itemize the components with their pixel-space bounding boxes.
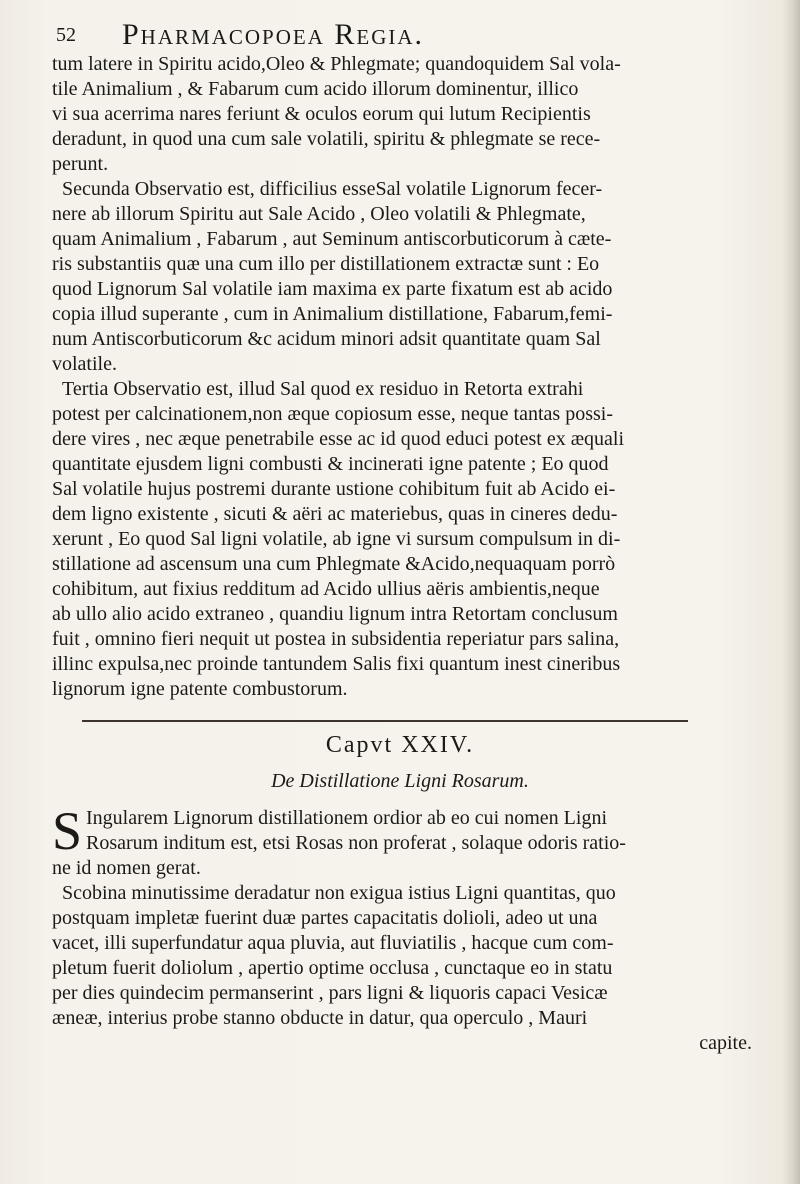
text-line: perunt. [52,153,109,175]
text-line: deradunt, in quod una cum sale volatili, spiritu & phlegmate se rece- [52,128,601,150]
text-line: ne id nomen gerat. [52,857,201,879]
text-line: capite. [699,1032,752,1054]
text-line: tum latere in Spiritu acido,Oleo & Phlegmate; quandoquidem Sal vola- [52,53,621,75]
page-edge-shadow [782,0,800,1184]
page-number: 52 [56,24,76,46]
text-line: tile Animalium , & Fabarum cum acido illorum dominentur, illico [52,78,579,100]
text-line: volatile. [52,353,117,375]
chapter-heading: Capvt XXIV. [325,732,475,758]
text-line: quantitate ejusdem ligni combusti & incinerati igne patente ; Eo quod [52,453,609,475]
text-line: num Antiscorbuticorum &c acidum minori adsit quantitate quam Sal [52,328,601,350]
text-line: illinc expulsa,nec proinde tantundem Salis fixi quantum inest cineribus [52,653,621,675]
text-line: Rosarum inditum est, etsi Rosas non proferat , solaque odoris ratio- [86,832,626,854]
text-line: nere ab illorum Spiritu aut Sale Acido , Oleo volatili & Phlegmate, [52,203,586,225]
text-line: ab ullo alio acido extraneo , quandiu lignum intra Retortam conclusum [52,603,618,625]
text-line: ris substantiis quæ una cum illo per distillationem extractæ sunt : Eo [52,253,600,275]
drop-cap: S [52,801,83,861]
text-line: dere vires , nec æque penetrabile esse ac id quod educi potest ex æquali [52,428,625,450]
section-rule [82,720,688,722]
text-line: lignorum igne patente combustorum. [52,678,348,700]
text-line: cohibitum, aut fixius redditum ad Acido ullius aëris ambientis,neque [52,578,600,600]
text-line: xerunt , Eo quod Sal ligni volatile, ab igne vi sursum compulsum in di- [52,528,621,550]
main-text [52,52,752,702]
text-line: Tertia Observatio est, illud Sal quod ex residuo in Retorta extrahi [62,378,584,400]
text-line: quod Lignorum Sal volatile iam maxima ex parte fixatum est ab acido [52,278,613,300]
text-line: dem ligno existente , sicuti & aëri ac materiebus, quas in cineres dedu- [52,503,618,525]
running-head [36,14,756,54]
text-line: quam Animalium , Fabarum , aut Seminum antiscorbuticorum à cæte- [52,228,612,250]
running-title: Pharmacopoea Regia. [122,18,425,51]
text-line: Secunda Observatio est, difficilius esseSal volatile Lignorum fecer- [62,178,603,200]
text-line: pletum fuerit doliolum , apertio optime occlusa , cunctaque eo in statu [52,957,613,979]
text-line: copia illud superante , cum in Animalium distillatione, Fabarum,femi- [52,303,613,325]
text-line: fuit , omnino fieri nequit ut postea in subsidentia reperiatur pars salina, [52,628,620,650]
text-line: Sal volatile hujus postremi durante ustione cohibitum fuit ab Acido ei- [52,478,616,500]
chapter-text [52,801,752,1056]
text-line: vi sua acerrima nares feriunt & oculos eorum qui lutum Recipientis [52,103,591,125]
text-line: postquam impletæ fuerint duæ partes capacitatis dolioli, adeo ut una [52,907,598,929]
text-line: Ingularem Lignorum distillationem ordior ab eo cui nomen Ligni [86,807,607,829]
text-line: Scobina minutissime deradatur non exigua istius Ligni quantitas, quo [62,882,616,904]
text-line: potest per calcinationem,non æque copiosum esse, neque tantas possi- [52,403,613,425]
text-line: per dies quindecim permanserint , pars ligni & liquoris capaci Vesicæ [52,982,608,1004]
text-line: æneæ, interius probe stanno obducte in datur, qua operculo , Mauri [52,1007,588,1029]
text-line: vacet, illi superfundatur aqua pluvia, aut fluviatilis , hacque cum com- [52,932,614,954]
chapter-subtitle: De Distillatione Ligni Rosarum. [271,770,529,792]
text-line: stillatione ad ascensum una cum Phlegmate &Acido,nequaquam porrò [52,553,616,575]
